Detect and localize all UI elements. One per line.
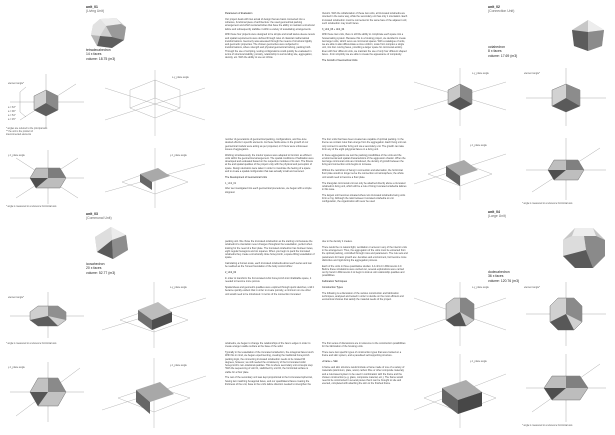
x-y-plane-label: x-y_plane angle — [472, 72, 489, 75]
unit-role: (Large Unit) — [488, 214, 506, 219]
text-column-7 — [322, 240, 408, 304]
unit-02-angle-diagram — [522, 66, 610, 128]
text-column-1 — [225, 12, 315, 62]
unit-04-note: * angle is measured to a reference horizontal axis — [522, 425, 573, 427]
angle-a3: a = 54° — [8, 114, 16, 117]
unit-01-title — [86, 5, 104, 14]
section-heading: The Growth of Geometrical Units — [322, 58, 358, 62]
paragraph: rhetoric. With the collaboration of these two units, all truncated octahedra are oriented in the same way, while the secondary unit has only 1 orientation. Each truncated octahedron must be connected to the same face of the adjacent unit; such octahedron may touch faces. — [322, 12, 408, 25]
unit-shape: icosahedron — [86, 262, 105, 266]
unit-03-note: * angle is measured to a reference horizontal axis — [6, 343, 57, 345]
unit-shape: tetradecahedron — [86, 48, 111, 52]
paragraph: Calculating a human scale, each truncated octahedra about each series and can be realized as the 'honest foundation of the body control office.' — [225, 262, 312, 269]
unit-shape: octahedron — [488, 45, 505, 49]
unit-04-section-diagram — [522, 352, 610, 424]
unit-01-render — [88, 16, 130, 50]
unit-volume: volume: 18.75 (m3) — [86, 56, 116, 61]
paragraph: The first series of discussions are in reference to the construction possibilities for the fabrication of the housing units. — [322, 342, 406, 349]
unit-03-title — [86, 212, 112, 221]
paragraph: Working simultaneously, the interior spaces were adapted to function as efficient units within the geometrical arrangement. The spatial conditions of habitation were developed and evaluated based on the respective modules of its own. The fitness at the and spatial qualities of the project unity with the physical and perception of space. Design decisions were taken in order to maximise the feeling of a space and to create a spatial configuration that was actually small and centered. — [225, 153, 314, 173]
unit-01-section-diagram — [6, 148, 88, 206]
paragraph: number of generations of geometrical packing, configurations, and fine-tune desired effects in specific elements. As these fields arose in the growth of our geometrical models were acting as per projected, or if there were unforeseen issues of aggregation. — [225, 138, 309, 151]
section-heading: Fabrication Techniques — [322, 280, 348, 284]
text-column-6 — [322, 138, 408, 206]
unit-04-axonometric — [410, 280, 510, 348]
paragraph: The four units that have been created are capable of optimal packing. In the theme we contain rules that emerge from the aggregation. Each living unit can only connect to another living unit via a secondary unit. The growth can take form any of the eight polygonal faces on a living unit. — [322, 138, 407, 151]
unit-04-title — [488, 210, 506, 219]
paragraph: The following is a discussion of the various construction and fabrication techniques, analysed and tested in order to decide on the most efficient and economical choices that satisfy the material needs of the project. — [322, 291, 404, 302]
plane-angle-label: y-z_plane angle — [8, 366, 25, 369]
paragraph: With these two units, there is still the ability to complicate each space into a housemaking system. Because this is a housing project, we decided to create two larger units, which serve as communal spaces. With a catalogue of units, we are able to also differentiate a once uniform, scale from complex a single unit, into four curving faces, providing a larger space for communal activity. Even with four different units, we maintain the use of only four different shaped faces - from simplicity we are able to create the appearance of complexity. — [322, 33, 407, 56]
element-angle-label: element angle* — [524, 72, 540, 75]
angle-a1: a = 63° — [8, 106, 16, 109]
unit-code: unit_02 — [488, 5, 500, 9]
unit-01-note-2: * angle is measured to a reference horizontal axis — [6, 206, 57, 208]
paragraph: octahedra, we began to change the relationships of the face's edges in order to create a larger usable surface at the base of the solid. — [225, 342, 311, 349]
unit-role: (Living Unit) — [86, 9, 105, 14]
subsection-heading: Construction Types — [322, 286, 343, 290]
x-y-plane-label: x-y_plane angle — [170, 286, 187, 289]
paragraph: due to the density it creates. — [322, 240, 353, 243]
paragraph: 3_Unit_03 + Unit_04 — [322, 27, 345, 31]
unit-faces: 20 x faces — [86, 266, 102, 271]
paragraph: The largest unit becomes situated where two truncated octahedra being units form a ring. Although the ratio between truncated octahedra to unit configuration, the organization will never be used — [322, 193, 406, 204]
paragraph: A frame and skin structure would include a frame made of one of a variety of materials (aluminium, plate, wood, carbon fibre or other composite material), and a rule-based system to be used in combination with the frame and the chosen construction (e.g. glass, composite material, etc.). The frame would need to be constructed in several pieces that it can be brought to site and erected, completed with attaching the skin to the finished frame. — [322, 366, 405, 386]
paragraph: Each of the units in three quantitative studies: 4-4-4/4-4 in Rhinoceros 4.0. Before these simulations were carried out, several explorations were carried out by hand in Rhinoceros 4 to begin to look at unit relationship qualities and possibilities. — [322, 264, 405, 278]
unit-01-axonometric — [100, 68, 210, 138]
unit-04-plane-diagram — [410, 352, 510, 430]
subsection-heading: +Frame + Skin — [322, 360, 338, 364]
paragraph: 1_Unit_01 — [225, 181, 237, 185]
unit-03-render — [92, 226, 130, 260]
unit-03-section-diagram — [6, 360, 88, 424]
unit-shape: dodecahedron — [488, 270, 510, 274]
unit-02-render — [568, 18, 608, 52]
paragraph: There would be no natural light, ventilation or access in any of the interior units in the arrangement. Thus, the aggregation of the units must be extracted from the optimal packing, controlled through rules and parameters. The rule sets and parameters for basic growth are: densities and environment, but become more distinctive and rigid during the aggregation process. — [322, 245, 408, 262]
text-column-4 — [225, 342, 315, 389]
unit-faces: 8 x faces — [488, 49, 502, 54]
angle-a2: a = 90° — [8, 110, 16, 113]
paragraph: There were two specific types of construction types that were looked at: a frame and skin system, and a panelised self-supporting structure. — [322, 351, 402, 358]
angle-a4: a = 45° — [8, 118, 16, 121]
x-y-plane-label: x-y_plane angle — [172, 76, 189, 79]
unit-01-angle-diagram — [6, 72, 88, 130]
unit-01-note: * angles are referred to the principal axis ** the unit is the product of interconnected elements — [6, 128, 48, 136]
unit-code: unit_01 — [86, 5, 98, 9]
paragraph: 2_Unit_02 — [225, 271, 237, 275]
y-z-plane-label: y-z_plane angle — [470, 144, 487, 147]
element-angle-label: element angle* — [8, 82, 24, 85]
paragraph: In these aggregations we test the packing possibilities of the units and the environmental and spatial characteristics of the aggression chaotic. When the two large communal units are introduced, the density of growth between the living and connection units begins to increase. — [322, 153, 406, 167]
unit-04-render — [560, 226, 608, 270]
element-angle-label: element angle* — [8, 296, 24, 299]
unit-code: unit_04 — [488, 210, 500, 214]
paragraph: With these four projects were designed to be simple and small twelve-sleeve tenets and spatial requirements were defined through rules of classical mathematical transformations. Geometry was assessed through the means of structural rigidity and geometric properties. The chosen geometries were subjected to transformations, where strength and physical geometrical locking, packing both. Through the use of scripting, testing configurations could quickly be evaluated in terms of structural stability, porosity, relationship to surrounding site, aggregation, density, etc. With the ability to use an infinite — [225, 33, 315, 60]
section-heading: The Development of Geometrical Units — [225, 175, 267, 179]
text-column-2 — [225, 138, 315, 196]
element-angle-label: element angle* — [524, 286, 540, 289]
unit-volume: volume: 52.77 (m3) — [86, 270, 116, 275]
unit-role: (Communal Unit) — [86, 216, 112, 221]
y-z-plane-label: y-z_plane angle — [170, 154, 187, 157]
unit-volume: volume: 17.69 (m3) — [488, 53, 518, 58]
paragraph: Typically in the tessellation of the truncated octahedron, the octagonal faces touch. With this in mind, we began experimenting, creating the traditional honeycomb packing logic, the connecting truncated octahedron needs to be rotated 90 degrees, however, we still needed the consistency of the bi-truncated cubic honeycomb's non-rotational qualities. This is where secondary unit concepts step: 'With the sequencing of unit 01, stabilized by unit 02, the horizontal surface is viable for a floor plate. — [225, 351, 315, 374]
text-column-8 — [322, 342, 408, 388]
paragraph: Spatial ideas and geometric qualities were explored through quick sketches, until it became quickly evident that in order to create porosity, a minimum on one other unit would need to be introduced. In terms of the connection truncated — [225, 286, 315, 296]
unit-03-info — [86, 262, 115, 275]
y-z-plane-label: y-z_plane angle — [470, 360, 487, 363]
unit-04-angle-diagram — [522, 280, 610, 348]
text-column-5 — [322, 12, 408, 65]
unit-03-axonometric — [98, 280, 210, 350]
unit-03-plane-diagram — [98, 356, 210, 430]
y-z-plane-label: y-z_plane angle — [170, 364, 187, 367]
unit-02-axonometric — [410, 66, 510, 128]
paragraph: Our project deals with two actual of design that are basic connected into a cohesive, functional piece of architecture: the used geometrical packing arrangement and which social activities that have the ability to maintain a structural lattice and subsequently stabilise it within a variety of tessellating arrangements. — [225, 17, 315, 31]
text-column-3 — [225, 240, 315, 298]
paragraph: The triangular communal unit can only be attached directly above a truncated octahedron living unit, which will be a rule of living truncated octahedra lattices in this case. — [322, 181, 407, 192]
paragraph: packing unit. We chose the truncated octahedron as the starting unit because the octahedron's orientation never changes throughout the tessellation, perfect when looking for the need of a floor plate. The truncated octahedron has fourteen faces, eight regular hexagons and six squares. When you begin to pack the truncated octahedra they create a structurally close honeycomb, a space-filling tessellation of space. — [225, 240, 315, 260]
unit-02-plane-diagram — [410, 136, 510, 202]
unit-role: (Connection Unit) — [488, 9, 515, 14]
unit-02-info — [488, 45, 517, 58]
unit-02-title — [488, 5, 514, 14]
unit-01-plane-diagram — [100, 146, 210, 210]
unit-faces: 36 x faces — [488, 274, 504, 279]
paragraph: The rest of the secondary unit was kept proportional to the bi-truncated spherical, having two matching hexagonal faces, and our quadrilateral faces creating the thickness of the unit, base to the unit's lattice direction needed to strengthen the — [225, 376, 313, 386]
paragraph: After we investigated into each geometrical precedence, we began with a simple sloppiest — [225, 187, 312, 194]
paragraph: Without the restriction of being in connection and alternation, the horizontal floor plate would no longer serve the connection unit atmosphere; the whole unit would need to become a floor plate. — [322, 169, 404, 179]
plane-angle-label: y-z_plane angle — [8, 154, 25, 157]
x-y-plane-label: x-y_plane angle — [472, 286, 489, 289]
paragraph: Parameters of Evaluation — [225, 12, 253, 15]
unit-faces: 14 x faces — [86, 52, 102, 57]
unit-code: unit_03 — [86, 212, 98, 216]
unit-02-section-diagram — [522, 136, 610, 202]
unit-02-note: * angle is measured to a reference horizontal axis — [522, 203, 573, 205]
unit-volume: volume: 120.76 (m3) — [488, 278, 520, 283]
unit-03-angle-diagram — [6, 290, 88, 340]
paragraph: In order to transform the bi-truncated cubic honeycomb into inhabitable space, it needed to become more porous. — [225, 277, 312, 284]
